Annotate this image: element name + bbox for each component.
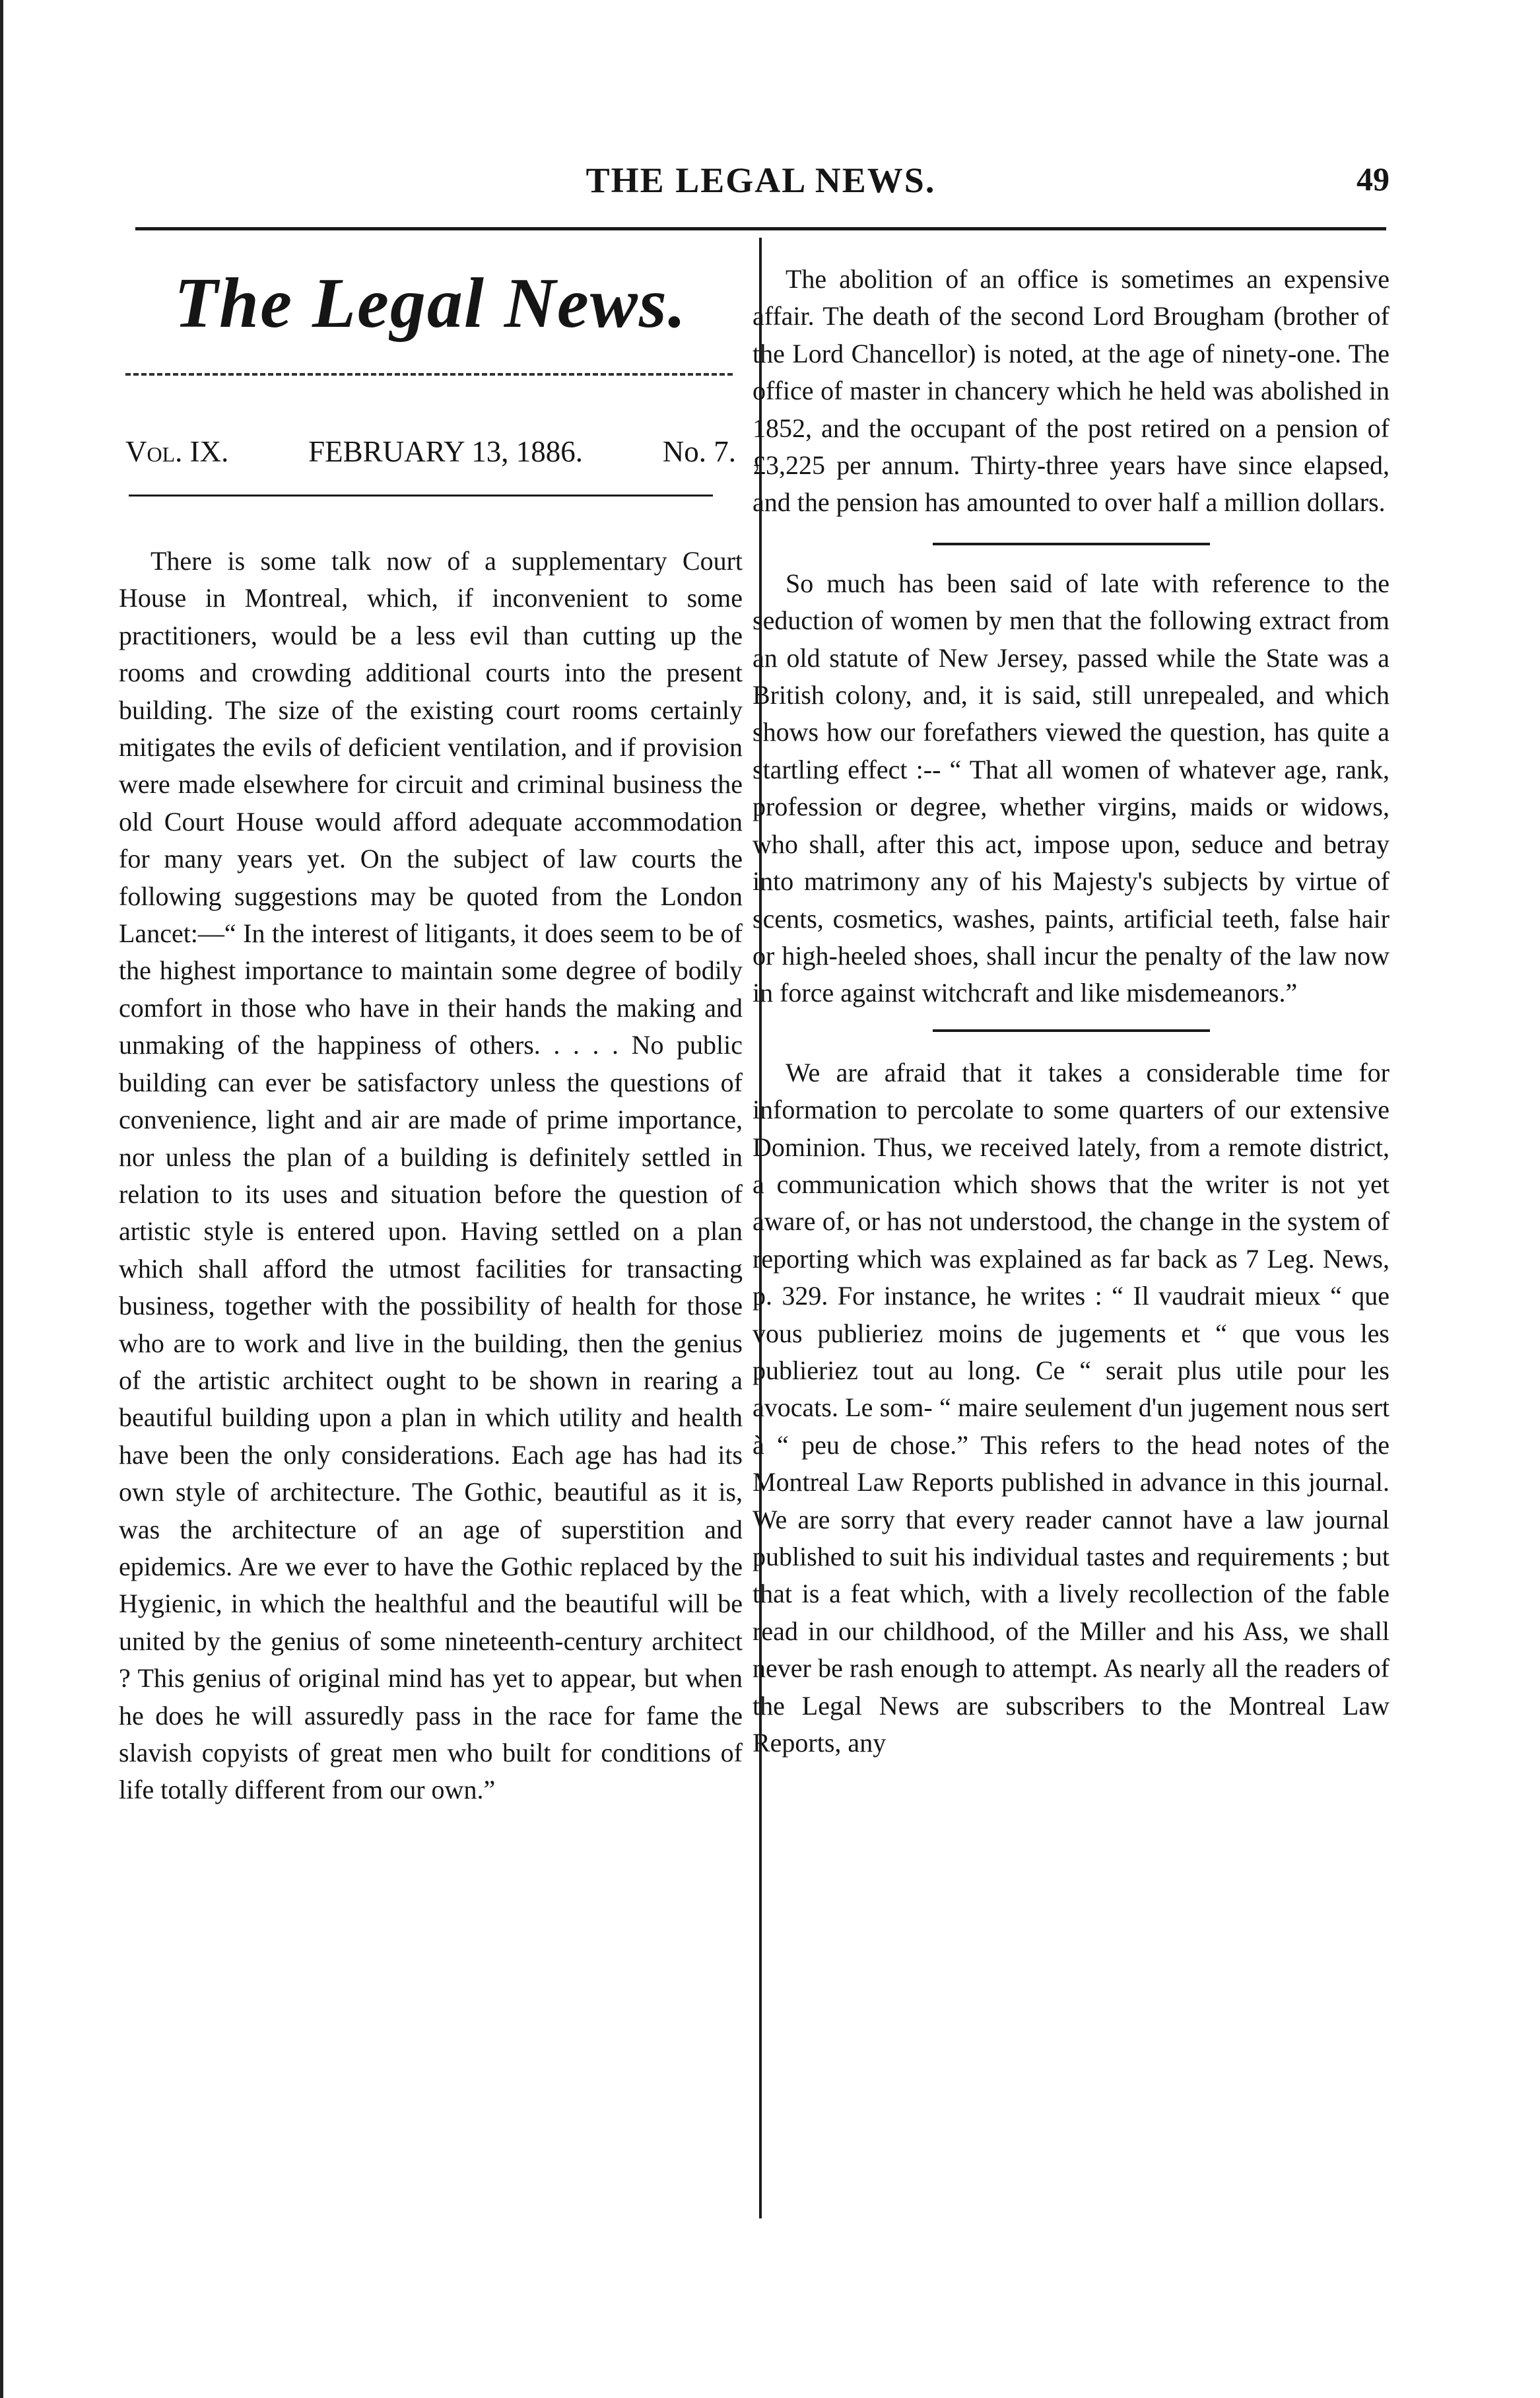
section-rule — [933, 543, 1210, 545]
article-office-abolition: The abolition of an office is sometimes an expensive affair. The death of the second Lord Brougham (brother of the Lord Chancellor) is noted, at the age of ninety-one. The office of master in chancery which he held was abolished in 1852, and the occupant of the post retired on a pension of £3,225 per annum. Thirty-three years have since elapsed, and the pension has amounted to over half a million dollars. — [753, 264, 1389, 518]
header-rule — [135, 227, 1386, 230]
masthead-rule — [129, 495, 713, 497]
masthead-title: The Legal News. — [174, 264, 687, 343]
article-new-jersey-statute: So much has been said of late with reference to the seduction of women by men that the following extract from an old statute of New Jersey, passed while the State was a British colony, and, it is said, still unrepealed, and which shows how our forefathers viewed the question, has quite a startling effect :-- “ That all women of whatever age, rank, profession or degree, whether virgins, maids or widows, who shall, after this act, impose upon, seduce and betray into matrimony any of his Majesty's subjects by virtue of scents, cosmetics, washes, paints, artificial teeth, false hair or high-heeled shoes, shall incur the penalty of the law now in force against witchcraft and like misdemeanors.” — [753, 568, 1389, 1008]
issue-line — [119, 425, 743, 478]
issue-date: FEBRUARY 13, 1886. — [308, 435, 584, 468]
running-title: THE LEGAL NEWS. — [586, 160, 936, 200]
right-column — [753, 261, 1389, 1762]
issue-number: No. 7. — [662, 435, 736, 468]
left-column — [119, 261, 743, 1809]
volume-label: Vol. IX. — [125, 435, 229, 468]
section-rule — [933, 1029, 1210, 1032]
page-number: 49 — [1356, 160, 1389, 197]
article-reporting-system: We are afraid that it takes a considerable time for information to percolate to some quarters of our extensive Dominion. Thus, we received lately, from a remote district, a communication which shows that the writer is not yet aware of, or has not understood, the change in the system of reporting which was explained as far back as 7 Leg. News, p. 329. For instance, he writes : “ Il vaudrait mieux “ que vous publieriez moins de jugements et “ que vous les publieriez tout au long. Ce “ serait plus utile pour les avocats. Le som- “ maire seulement d'un jugement nous sert à “ peu de chose.” This refers to the head notes of the Montreal Law Reports published in advance in this journal. We are sorry that every reader cannot have a law journal published to suit his individual tastes and requirements ; but that is a feat which, with a lively recollection of the fable read in our childhood, of the Miller and his Ass, we shall never be rash enough to attempt. As nearly all the readers of the Legal News are subscribers to the Montreal Law Reports, any — [753, 1057, 1389, 1758]
running-header — [132, 160, 1389, 213]
masthead-dashed-rule — [125, 373, 733, 376]
page-edge — [0, 0, 3, 2398]
article-court-house: There is some talk now of a supplementary Court House in Montreal, which, if inconvenient to some practitioners, would be a less evil than cutting up the rooms and crowding additional courts into the present building. The size of the existing court rooms certainly mitigates the evils of deficient ventilation, and if provision were made elsewhere for circuit and criminal business the old Court House would afford adequate accommodation for many years yet. On the subject of law courts the following suggestions may be quoted from the London Lancet:—“ In the interest of litigants, it does seem to be of the highest importance to maintain some degree of bodily comfort in those who have in their hands the making and unmaking of the happiness of others. . . . . No public building can ever be satisfactory unless the questions of convenience, light and air are made of prime importance, nor unless the plan of a building is definitely settled in relation to its uses and situation before the question of artistic style is entered upon. Having settled on a plan which shall afford the utmost facilities for transacting business, together with the possibility of health for those who are to work and live in the building, then the genius of the artistic architect ought to be shown in rearing a beautiful building upon a plan in which utility and health have been the only considerations. Each age has had its own style of architecture. The Gothic, beautiful as it is, was the architecture of an age of superstition and epidemics. Are we ever to have the Gothic replaced by the Hygienic, in which the healthful and the beautiful will be united by the genius of some nineteenth-century architect ? This genius of original mind has yet to appear, but when he does he will assuredly pass in the race for fame the slavish copyists of great men who built for conditions of life totally different from our own.” — [119, 546, 743, 1805]
